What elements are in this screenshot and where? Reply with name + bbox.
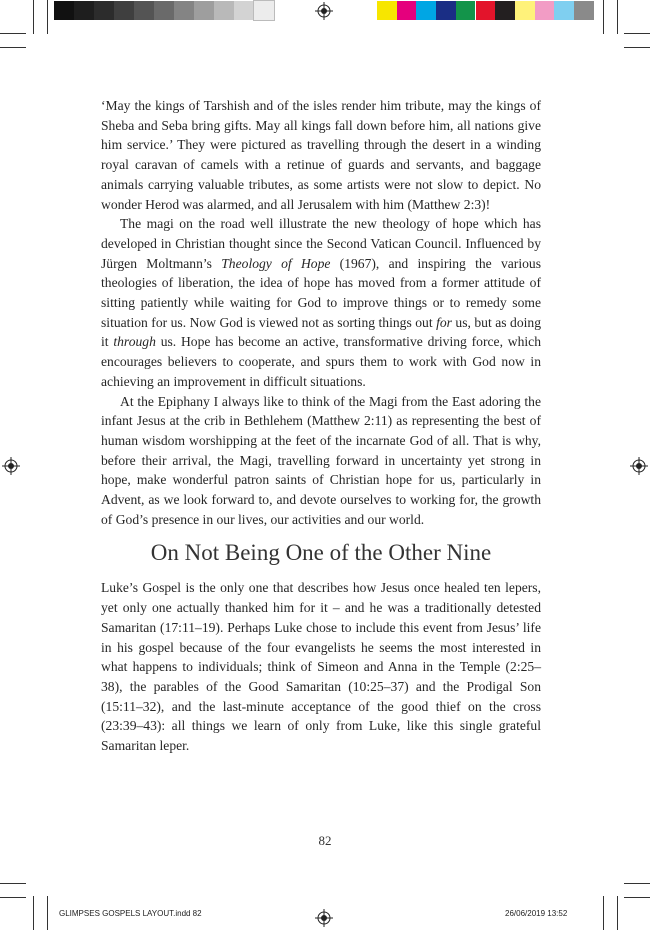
color-swatch <box>377 1 397 20</box>
crop-mark <box>33 896 34 930</box>
paragraph <box>101 392 541 530</box>
crop-mark <box>33 0 34 34</box>
paragraph-text: ‘May the kings of Tarshish and of the isles render him tribute, may the kings of Sheba and Seba bring gifts. May all kings fall down before him, all nations give him service.’ They were pictured as travelling through the desert in a winding royal caravan of camels with a retinue of guards and servants, and baggage animals carrying valuable tributes, as some artists were not slow to depict. No wonder Herod was alarmed, and all Jerusalem with him (Matthew 2:3)! <box>101 98 541 212</box>
page-body <box>101 96 541 756</box>
color-swatch <box>194 1 214 20</box>
color-swatch <box>397 1 417 20</box>
section-heading: On Not Being One of the Other Nine <box>150 540 492 566</box>
crop-mark <box>0 897 26 898</box>
slug-date: 26/06/2019 13:52 <box>505 909 568 918</box>
crop-mark <box>617 896 618 930</box>
crop-mark <box>0 883 26 884</box>
color-swatch <box>94 1 114 20</box>
registration-mark-icon <box>2 457 20 475</box>
paragraph-text: The magi on the road well illustrate the new theology of hope which has developed in Christian thought since the Second Vatican Council. Influenced by Jürgen Moltmann’s <box>101 216 541 271</box>
color-swatch <box>134 1 154 20</box>
color-swatch <box>416 1 436 20</box>
color-swatch <box>476 1 496 20</box>
paragraph <box>101 96 541 214</box>
crop-mark <box>47 0 48 34</box>
color-swatch <box>515 1 535 20</box>
crop-mark <box>624 883 650 884</box>
color-swatch <box>114 1 134 20</box>
color-swatch <box>74 1 94 20</box>
emphasis: through <box>113 334 156 350</box>
color-swatch <box>436 1 456 20</box>
color-swatch <box>214 1 234 20</box>
emphasis: for <box>436 314 452 330</box>
registration-mark-icon <box>315 909 333 927</box>
paragraph-text: us, but as doing it <box>101 314 541 350</box>
color-swatch <box>254 1 274 20</box>
color-swatch <box>174 1 194 20</box>
paragraph-text: Luke’s Gospel is the only one that describes how Jesus once healed ten lepers, yet only one actually thanked him for it – and he was a traditionally detested Samaritan (17:11–19). Perhaps Luke chose to include this event from Jesus’ life in his gospel because of the four evangelists he seems the most interested in what happens to individuals; think of Simeon and Anna in the Temple (2:25–38), the parables of the Good Samaritan (10:25–37) and the Prodigal Son (15:11–32), and the last-minute acceptance of the good thief on the cross (23:39–43): all things we learn of only from Luke, like this single grateful Samaritan leper. <box>101 580 541 754</box>
crop-mark <box>0 47 26 48</box>
crop-mark <box>0 33 26 34</box>
paragraph-text: us. Hope has become an active, transformative driving force, which encourages believers to cooperate, and spurs them to work with God now in achieving an improvement in difficult situations. <box>101 334 541 389</box>
paragraph-text: (1967), and inspiring the various theologies of liberation, the idea of hope has moved from a former attitude of sitting patiently while waiting for God to improve things or to remedy some situation for us. Now God is viewed not as sorting things out <box>101 255 541 330</box>
color-swatch <box>456 1 476 20</box>
crop-mark <box>617 0 618 34</box>
crop-mark <box>624 897 650 898</box>
paragraph-text: At the Epiphany I always like to think of the Magi from the East adoring the infant Jesus at the crib in Bethlehem (Matthew 2:11) as representing the best of human wisdom worshipping at the feet of the incarnate God of all. That is why, before their arrival, the Magi, travelling forward in uncertainty yet strong in hope, make wonderful patron saints of Christian hope for us, particularly in Advent, as we look forward to, and devote ourselves to working for, the growth of God’s presence in our lives, our activities and our world. <box>101 393 541 527</box>
color-swatch <box>54 1 74 20</box>
crop-mark <box>47 896 48 930</box>
page-number: 82 <box>318 833 332 848</box>
book-title: Theology of Hope <box>221 255 331 271</box>
paragraph <box>101 214 541 391</box>
color-swatch <box>535 1 555 20</box>
color-swatch <box>154 1 174 20</box>
color-swatch <box>495 1 515 20</box>
color-swatch <box>234 1 254 20</box>
registration-mark-icon <box>315 2 333 20</box>
color-swatch <box>554 1 574 20</box>
crop-mark <box>624 47 650 48</box>
crop-mark <box>624 33 650 34</box>
slug-filename: GLIMPSES GOSPELS LAYOUT.indd 82 <box>59 909 202 918</box>
crop-mark <box>603 896 604 930</box>
paragraph <box>101 578 541 755</box>
registration-mark-icon <box>630 457 648 475</box>
color-swatch <box>574 1 594 20</box>
crop-mark <box>603 0 604 34</box>
